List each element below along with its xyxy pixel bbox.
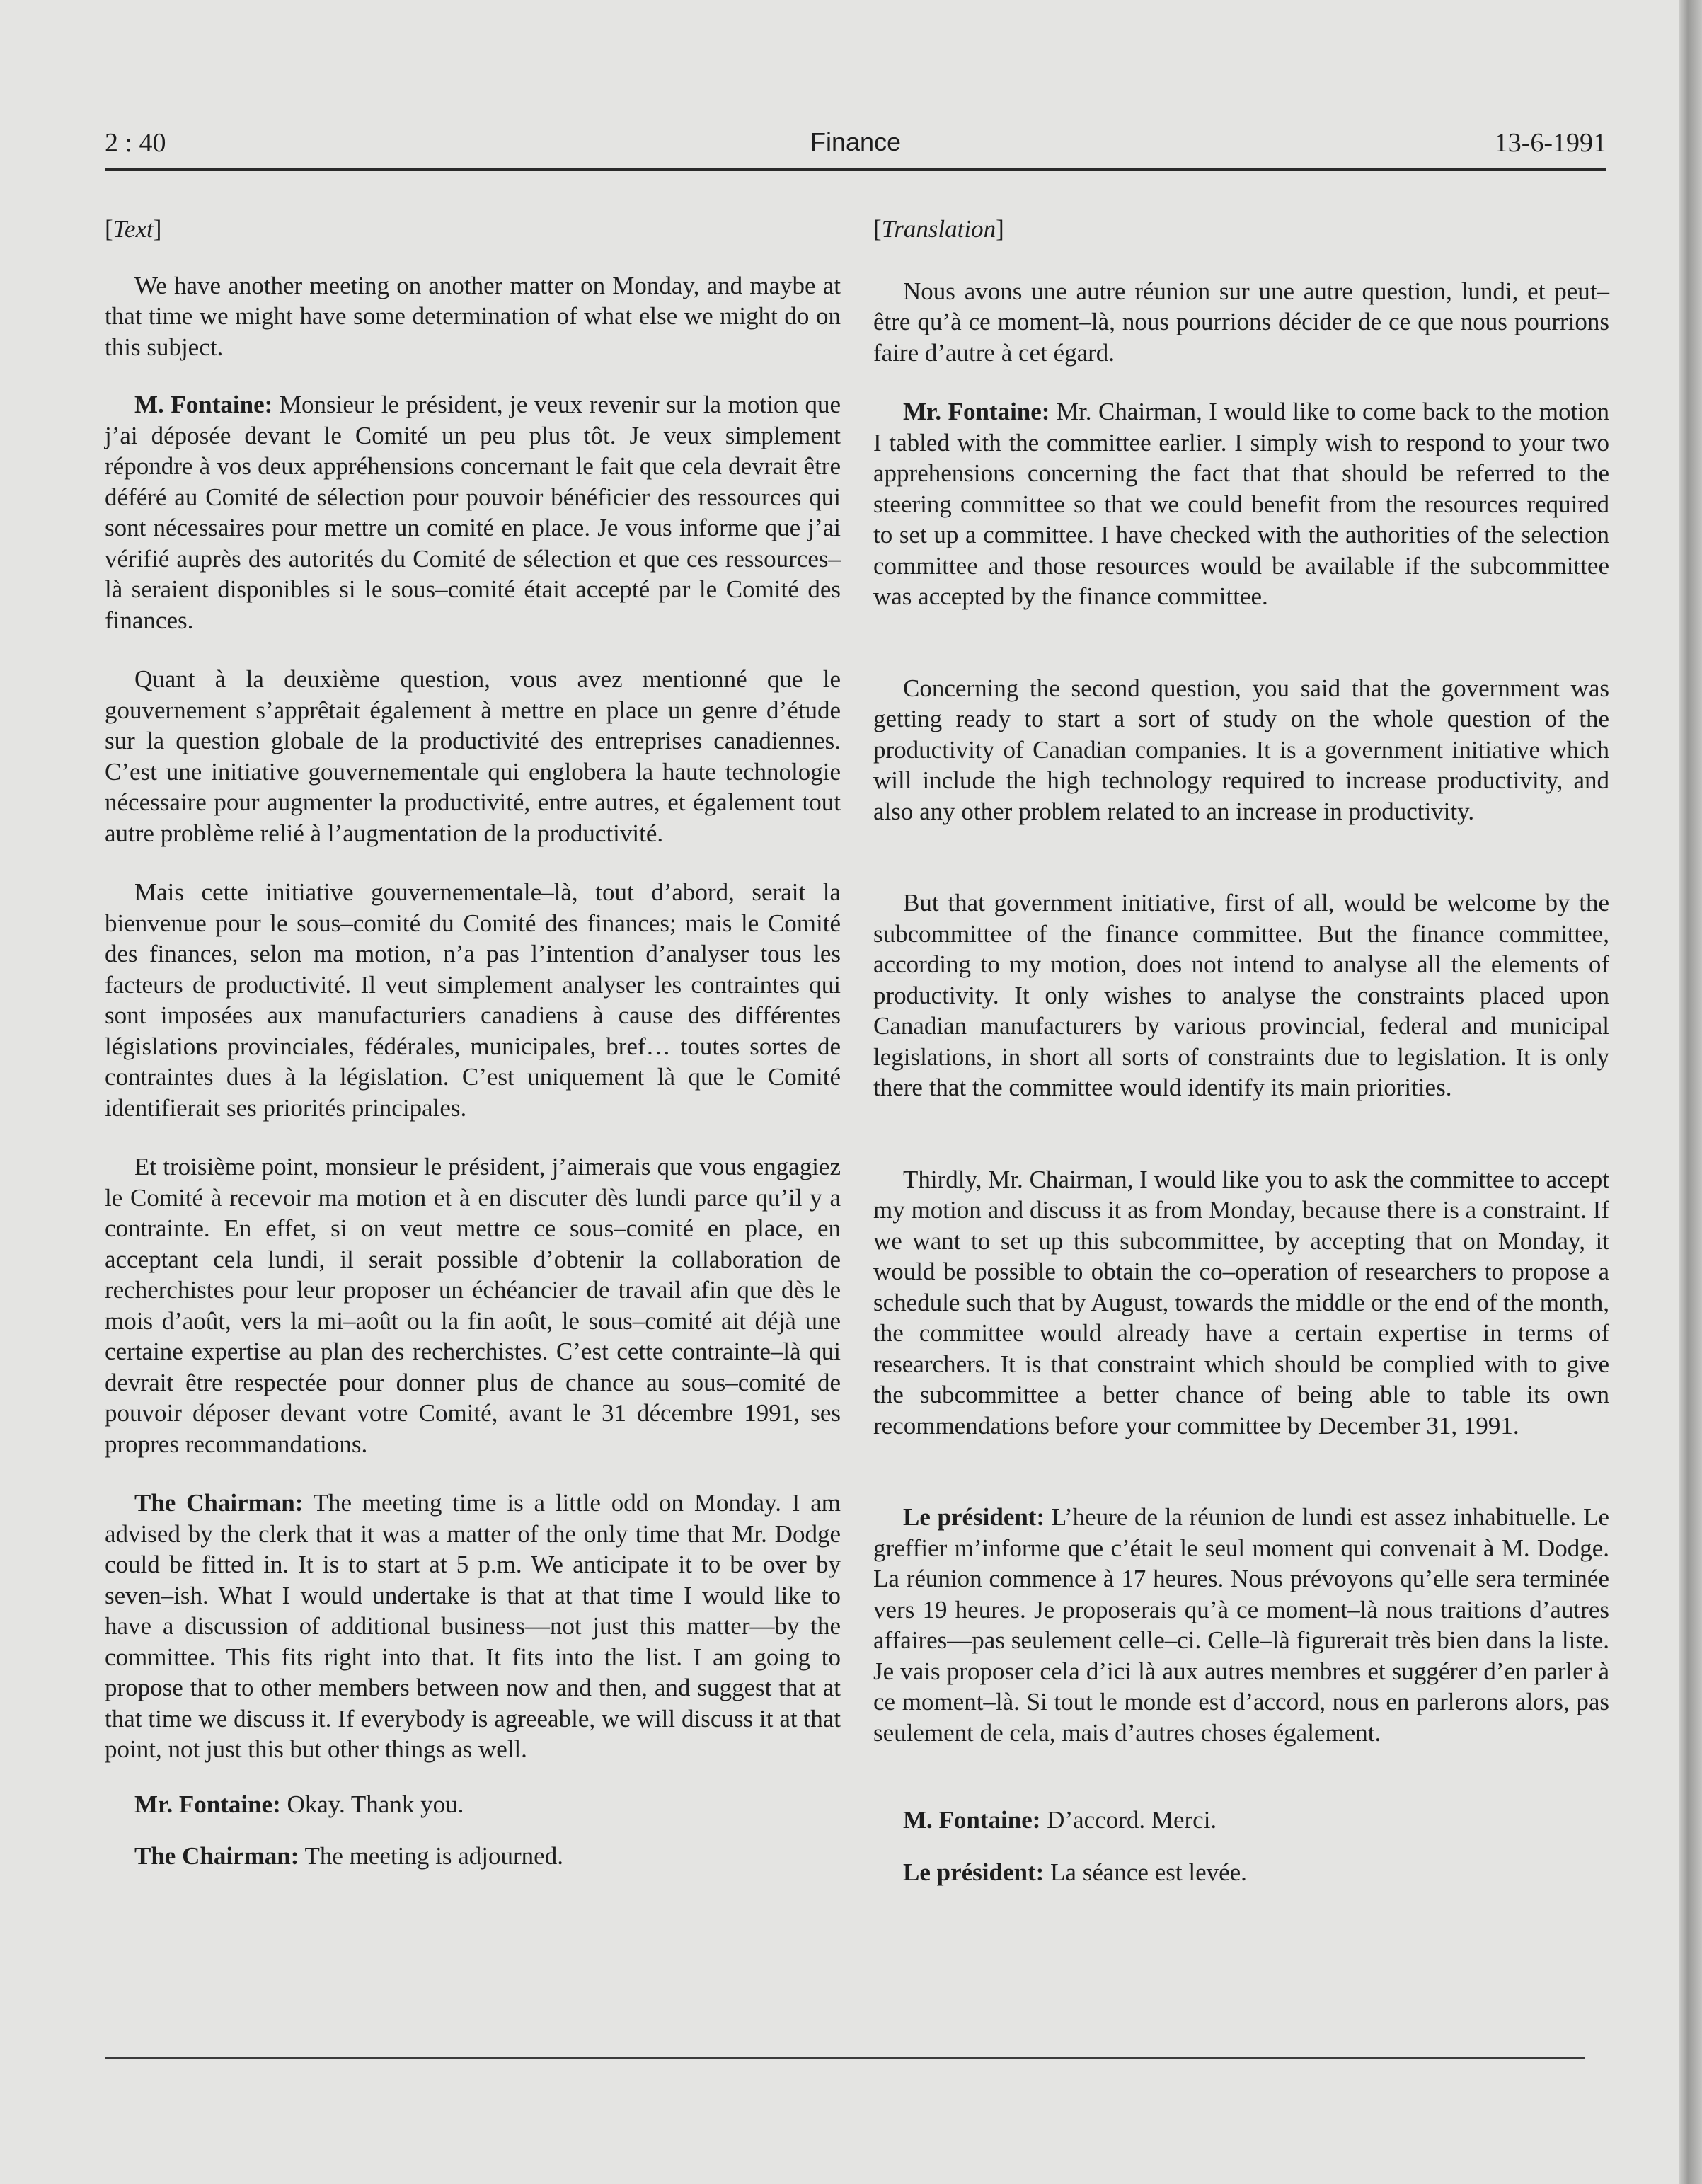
header-date: 13-6-1991 <box>1494 128 1606 158</box>
section-tag: [Text] <box>105 215 162 243</box>
paragraph <box>105 1789 841 1820</box>
paragraph: Nous avons une autre réunion sur une autre question, lundi, et peut–être qu’à ce moment–là, nous pourrions décider de ce que nous pourrions faire d’autre à cet égard. <box>873 277 1609 367</box>
paragraph <box>873 1857 1609 1888</box>
speaker-name: Le président: <box>903 1858 1045 1886</box>
section-tag-label: Text <box>113 215 154 243</box>
paragraph <box>105 1841 841 1872</box>
paragraph: Concerning the second question, you said that the government was getting ready to start a sort of study on the whole question of the productivity of Canadian companies. It is a government initiative which will include the high technology required to increase productivity, and also any other problem related to an increase in productivity. <box>873 674 1609 825</box>
speech-text: Monsieur le président, je veux revenir sur la motion que j’ai déposée devant le Comité un peu plus tôt. Je veux simplement répondre à vos deux appréhensions concernant le fait que cela devrait être déféré au Comité de sélection pour pouvoir bénéficier des ressources qui sont nécessaires pour mettre un comité en place. Je vous informe que j’ai vérifié auprès des autorités du Comité de sélection et que ces ressources–là seraient disponibles si le sous–comité était accepté par le Comité des finances. <box>105 391 841 634</box>
speaker-name: The Chairman: <box>134 1489 304 1517</box>
page-number: 2 : 40 <box>105 128 166 158</box>
speaker-name: Mr. Fontaine: <box>903 398 1050 425</box>
paragraph: Mais cette initiative gouvernementale–là, tout d’abord, serait la bienvenue pour le sous–comité du Comité des finances; mais le Comité des finances, selon ma motion, n’a pas l’intention d’analyser tous les facteurs de productivité. Il veut simplement analyser les contraintes qui sont imposées aux manufacturiers canadiens à cause des différentes législations provinciales, fédérales, municipales, bref… toutes sortes de contraintes dues à la législation. C’est uniquement là que le Comité identifierait ses priorités principales. <box>105 878 841 1122</box>
speaker-name: M. Fontaine: <box>134 391 273 418</box>
section-tag-label: Translation <box>881 215 996 243</box>
speaker-name: Mr. Fontaine: <box>134 1790 281 1818</box>
paragraph <box>105 389 841 636</box>
speech-text: The meeting time is a little odd on Monday. I am advised by the clerk that it was a matter of the only time that Mr. Dodge could be fitted in. It is to start at 5 p.m. We anticipate it to be over by seven–ish. What I would undertake is that at that time I would like to have a discussion of additional business—not just this matter—by the committee. This fits right into that. It fits into the list. I am going to propose that to other members between now and then, and suggest that at that time we discuss it. If everybody is agreeable, we will discuss it at that point, not just this but other things as well. <box>105 1489 841 1763</box>
paragraph <box>873 396 1609 612</box>
speaker-name: M. Fontaine: <box>903 1806 1041 1834</box>
paragraph: Thirdly, Mr. Chairman, I would like you to ask the committee to accept my motion and discuss it as from Monday, because there is a constraint. If we want to set up this subcommittee, by accepting that on Monday, it would be possible to obtain the co–operation of researchers to propose a schedule such that by August, towards the middle or the end of the month, the committee would already have a certain expertise in terms of researchers. It is that constraint which should be complied with to give the subcommittee a better chance of being able to table its own recommendations before your committee by December 31, 1991. <box>873 1165 1609 1439</box>
speech-text: The meeting is adjourned. <box>299 1842 563 1870</box>
section-tag: [Translation] <box>873 215 1004 243</box>
running-title: Finance <box>810 127 902 156</box>
paragraph: We have another meeting on another matter on Monday, and maybe at that time we might have some determination of what else we might do on this subject. <box>105 271 841 361</box>
right-column <box>873 214 1609 1887</box>
paragraph: Quant à la deuxième question, vous avez mentionné que le gouvernement s’apprêtait également à mettre en place un genre d’étude sur la question globale de la productivité des entreprises canadiennes. C’est une initiative gouvernementale qui englobera la haute technologie nécessaire pour augmenter la productivité, entre autres, et également tout autre problème relié à l’augmentation de la productivité. <box>105 665 841 847</box>
paragraph <box>105 1488 841 1765</box>
footer-rule <box>105 2057 1585 2059</box>
speech-text: La séance est levée. <box>1044 1858 1247 1886</box>
speech-text: Mr. Chairman, I would like to come back to the motion I tabled with the committee earlier. I simply wish to respond to your two apprehensions concerning the fact that that should be referred to the steering committee so that we could benefit from the resources required to set up a committee. I have checked with the authorities of the selection committee and those resources would be available if the subcommittee was accepted by the finance committee. <box>873 398 1609 610</box>
speech-text: D’accord. Merci. <box>1040 1806 1217 1834</box>
speaker-name: The Chairman: <box>134 1842 299 1870</box>
paragraph <box>873 1502 1609 1748</box>
page-binding-edge <box>1679 0 1702 2184</box>
paragraph: But that government initiative, first of all, would be welcome by the subcommittee of the finance committee. But the finance committee, according to my motion, does not intend to analyse all the elements of productivity. It only wishes to analyse the constraints placed upon Canadian manufacturers by various provincial, federal and municipal legislations, in short all sorts of constraints due to legislation. It is only there that the committee would identify its main priorities. <box>873 889 1609 1101</box>
speaker-name: Le président: <box>903 1503 1045 1531</box>
header-rule <box>105 168 1606 171</box>
paragraph: Et troisième point, monsieur le président, j’aimerais que vous engagiez le Comité à recevoir ma motion et à en discuter dès lundi parce qu’il y a contrainte. En effet, si on veut mettre ce sous–comité en place, en acceptant cela lundi, il serait possible d’obtenir la collaboration de recherchistes pour leur proposer un échéancier de travail afin que dès le mois d’août, vers la mi–août ou la fin août, le sous–comité ait déjà une certaine expertise au plan des recherchistes. C’est cette contrainte–là qui devrait être respectée pour donner plus de chance au sous–comité de pouvoir déposer devant votre Comité, avant le 31 décembre 1991, ses propres recommandations. <box>105 1153 841 1458</box>
speech-text: Okay. Thank you. <box>280 1790 464 1818</box>
paragraph <box>873 1805 1609 1836</box>
left-column <box>105 214 841 1872</box>
page-header <box>105 127 1606 166</box>
speech-text: L’heure de la réunion de lundi est assez inhabituelle. Le greffier m’informe que c’était le seul moment qui convenait à M. Dodge. La réunion commence à 17 heures. Nous prévoyons qu’elle sera terminée vers 19 heures. Je proposerais qu’à ce moment–là nous traitions d’autres affaires—pas seulement celle–ci. Celle–là figurerait très bien dans la liste. Je vais proposer cela d’ici là aux autres membres et suggérer d’en parler à ce moment–là. Si tout le monde est d’accord, nous en parlerons alors, pas seulement de cela, mais d’autres choses également. <box>873 1503 1609 1747</box>
